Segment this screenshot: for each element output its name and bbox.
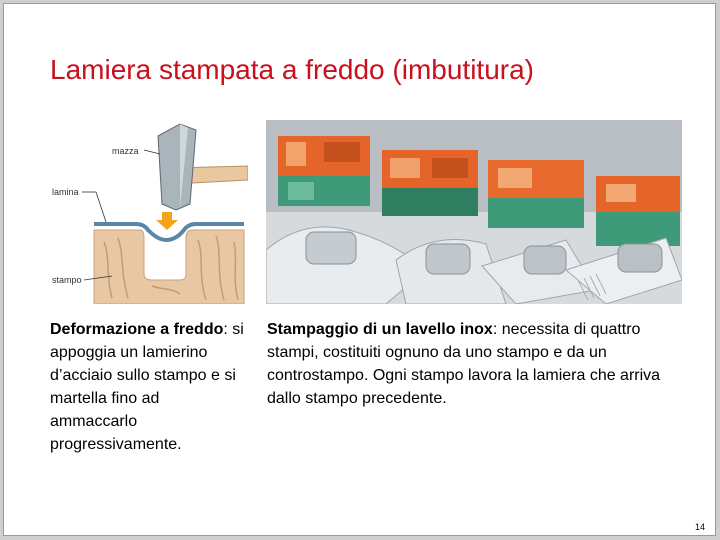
press-1: [278, 136, 370, 206]
slide-title: Lamiera stampata a freddo (imbutitura): [50, 54, 534, 85]
sink-stamping-description: [267, 318, 692, 410]
sink-stamping-photo: [266, 120, 682, 304]
slide: [3, 3, 716, 536]
label-sheet: lamina: [52, 187, 79, 197]
hammer-head: [158, 124, 196, 210]
sink-stamping-body: : necessita di quattro stampi, costituiti ognuno da uno stampo e da un controstampo. Ogni stampo lavora la lamiera che arriva dallo stampo precedente.: [267, 321, 661, 407]
press-2: [382, 150, 478, 216]
forming-description-body: : si appoggia un lamierino d’acciaio sullo stampo e si martella fino ad ammaccarlo progressivamente.: [50, 321, 244, 453]
press-3: [488, 160, 584, 228]
label-die: stampo: [52, 275, 82, 285]
forming-description-title: Deformazione a freddo: [50, 321, 224, 338]
label-hammer: mazza: [112, 146, 139, 156]
press-4: [596, 176, 680, 246]
down-arrow-icon: [156, 212, 178, 230]
page-number: 14: [694, 522, 705, 532]
forming-description: [50, 318, 250, 456]
sink-stamping-title: Stampaggio di un lavello inox: [267, 321, 493, 338]
cold-forming-illustration: [48, 116, 248, 304]
